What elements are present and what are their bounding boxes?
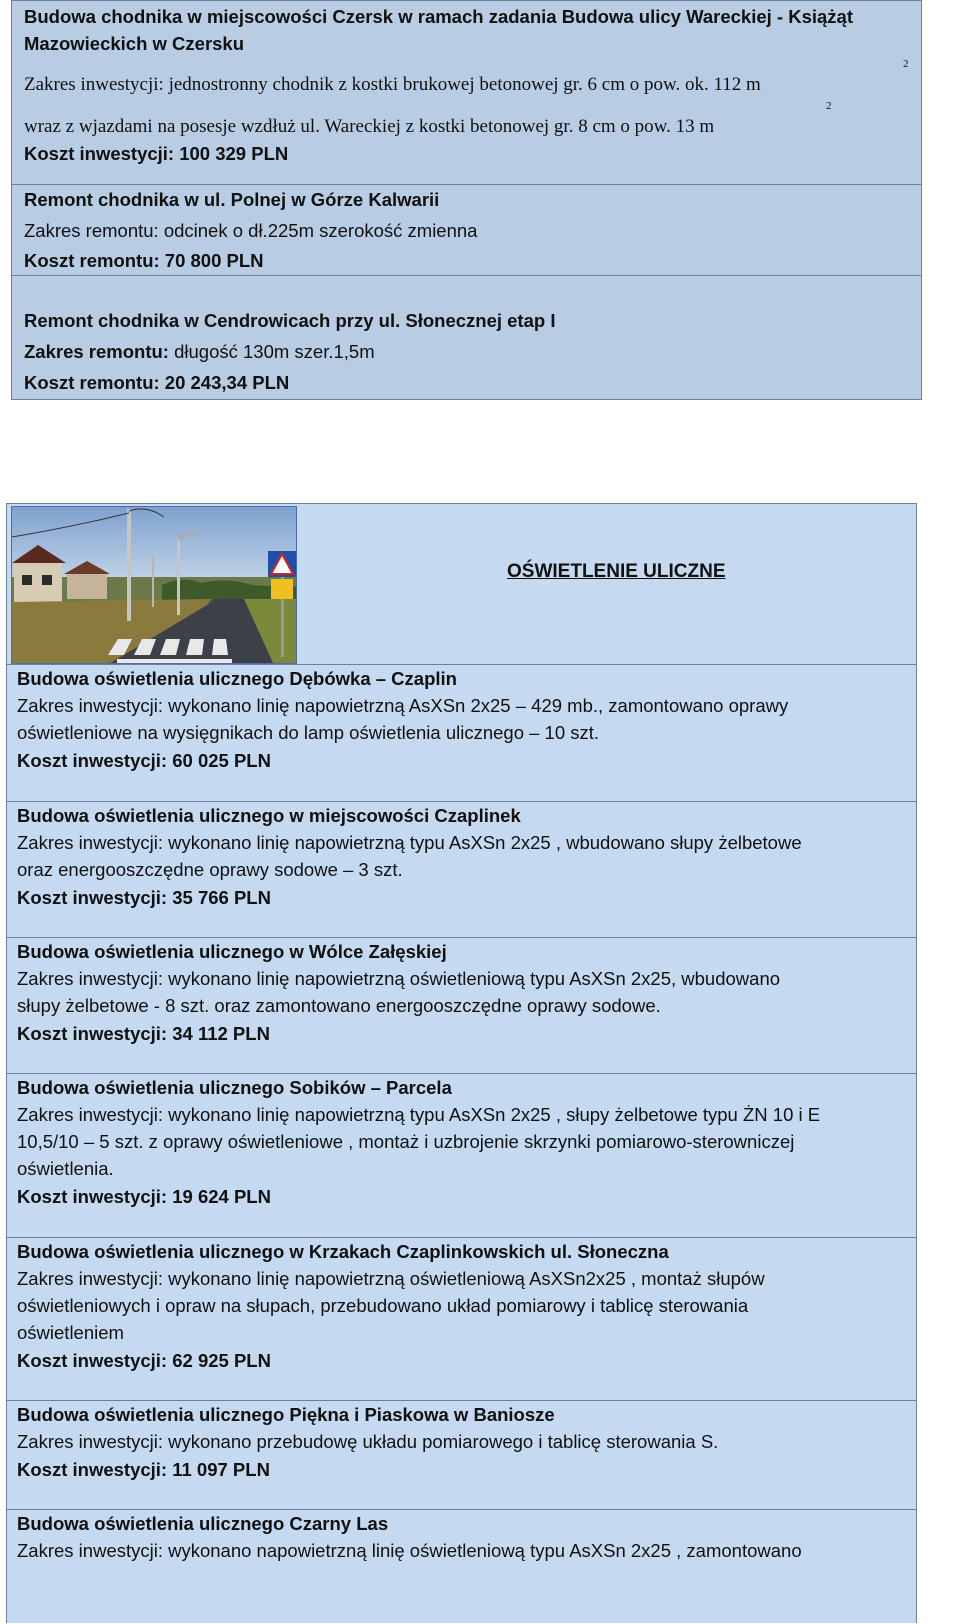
lighting-project-sobikow xyxy=(7,1073,916,1237)
lighting-heading: OŚWIETLENIE ULICZNE xyxy=(507,561,726,582)
project-scope: Zakres inwestycji: wykonano napowietrzną linię oświetleniową typu AsXSn 2x25 , zamontowano xyxy=(17,1540,802,1561)
project-cost: Koszt inwestycji: 11 097 PLN xyxy=(17,1459,270,1480)
lighting-project-baniocha xyxy=(7,1400,916,1509)
project-cost: Koszt inwestycji: 19 624 PLN xyxy=(17,1186,271,1207)
road-photo xyxy=(11,506,297,664)
scope-value: długość 130m szer.1,5m xyxy=(168,341,375,362)
project-cost: Koszt inwestycji: 35 766 PLN xyxy=(17,887,271,908)
project-title: Remont chodnika w Cendrowicach przy ul. Słonecznej etap I xyxy=(24,310,556,331)
project-cendrowice xyxy=(12,276,921,400)
project-czersk xyxy=(12,1,921,185)
project-title: Budowa oświetlenia ulicznego Dębówka – Czaplin xyxy=(17,668,457,689)
project-cost: Koszt inwestycji: 100 329 PLN xyxy=(24,143,289,164)
project-scope: wraz z wjazdami na posesje wzdłuż ul. Wareckiej z kostki betonowej gr. 8 cm o pow. 13 m xyxy=(24,116,715,137)
project-scope: oświetlenia. xyxy=(17,1158,114,1179)
project-cost: Koszt inwestycji: 60 025 PLN xyxy=(17,750,271,771)
project-scope: Zakres remontu: odcinek o dł.225m szerokość zmienna xyxy=(24,220,478,241)
lighting-project-czarny-las xyxy=(7,1509,916,1624)
project-scope: Zakres inwestycji: jednostronny chodnik z kostki brukowej betonowej gr. 6 cm o pow. ok. 112 m xyxy=(24,74,761,95)
project-cost: Koszt remontu: 70 800 PLN xyxy=(24,250,264,271)
project-title: Budowa oświetlenia ulicznego Sobików – Parcela xyxy=(17,1077,452,1098)
project-cost: Koszt remontu: 20 243,34 PLN xyxy=(24,372,290,393)
project-scope: oświetleniowe na wysięgnikach do lamp oświetlenia ulicznego – 10 szt. xyxy=(17,722,600,743)
project-title: Budowa oświetlenia ulicznego Czarny Las xyxy=(17,1513,389,1534)
project-scope: Zakres inwestycji: wykonano przebudowę układu pomiarowego i tablicę sterowania S. xyxy=(17,1431,719,1452)
project-title: Budowa oświetlenia ulicznego w Wólce Załęskiej xyxy=(17,941,447,962)
project-cost: Koszt inwestycji: 34 112 PLN xyxy=(17,1023,270,1044)
project-scope: oraz energooszczędne oprawy sodowe – 3 szt. xyxy=(17,859,403,880)
project-cost: Koszt inwestycji: 62 925 PLN xyxy=(17,1350,271,1371)
project-scope: Zakres inwestycji: wykonano linię napowietrzną oświetleniową AsXSn2x25 , montaż słupów xyxy=(17,1268,765,1289)
project-scope: oświetleniem xyxy=(17,1322,124,1343)
project-title: Budowa oświetlenia ulicznego Piękna i Piaskowa w Baniosze xyxy=(17,1404,555,1425)
project-scope: 10,5/10 – 5 szt. z oprawy oświetleniowe , montaż i uzbrojenie skrzynki pomiarowo-sterowniczej xyxy=(17,1131,795,1152)
lighting-project-czaplinek xyxy=(7,801,916,937)
project-scope: Zakres inwestycji: wykonano linię napowietrzną oświetleniową typu AsXSn 2x25, wbudowano xyxy=(17,968,781,989)
project-scope xyxy=(24,341,375,363)
area-superscript: 2 xyxy=(903,58,909,70)
road-photo-image xyxy=(12,507,297,664)
project-scope: oświetleniowych i opraw na słupach, przebudowano układ pomiarowy i tablicę sterowania xyxy=(17,1295,749,1316)
project-scope: Zakres inwestycji: wykonano linię napowietrzną typu AsXSn 2x25 , słupy żelbetowe typu ŻN 10 i E xyxy=(17,1104,821,1125)
sidewalk-projects-panel xyxy=(11,0,922,400)
project-scope: Zakres inwestycji: wykonano linię napowietrzną typu AsXSn 2x25 , wbudowano słupy żelbetowe xyxy=(17,832,802,853)
project-title: Budowa oświetlenia ulicznego w miejscowości Czaplinek xyxy=(17,805,521,826)
lighting-project-krzaki xyxy=(7,1237,916,1400)
project-title: Budowa oświetlenia ulicznego w Krzakach Czaplinkowskich ul. Słoneczna xyxy=(17,1241,669,1262)
lighting-project-debowka xyxy=(7,664,916,801)
project-title: Budowa chodnika w miejscowości Czersk w ramach zadania Budowa ulicy Wareckiej - Książąt xyxy=(24,6,853,27)
project-title: Remont chodnika w ul. Polnej w Górze Kalwarii xyxy=(24,189,440,210)
project-scope: Zakres inwestycji: wykonano linię napowietrzną AsXSn 2x25 – 429 mb., zamontowano oprawy xyxy=(17,695,789,716)
project-gora-kalwaria xyxy=(12,185,921,276)
project-scope: słupy żelbetowe - 8 szt. oraz zamontowano energooszczędne oprawy sodowe. xyxy=(17,995,661,1016)
lighting-project-wolka-zaleska xyxy=(7,937,916,1073)
street-lighting-panel xyxy=(6,503,917,1623)
scope-label: Zakres remontu: xyxy=(24,341,169,362)
area-superscript: 2 xyxy=(826,100,832,112)
project-title: Mazowieckich w Czersku xyxy=(24,33,245,54)
